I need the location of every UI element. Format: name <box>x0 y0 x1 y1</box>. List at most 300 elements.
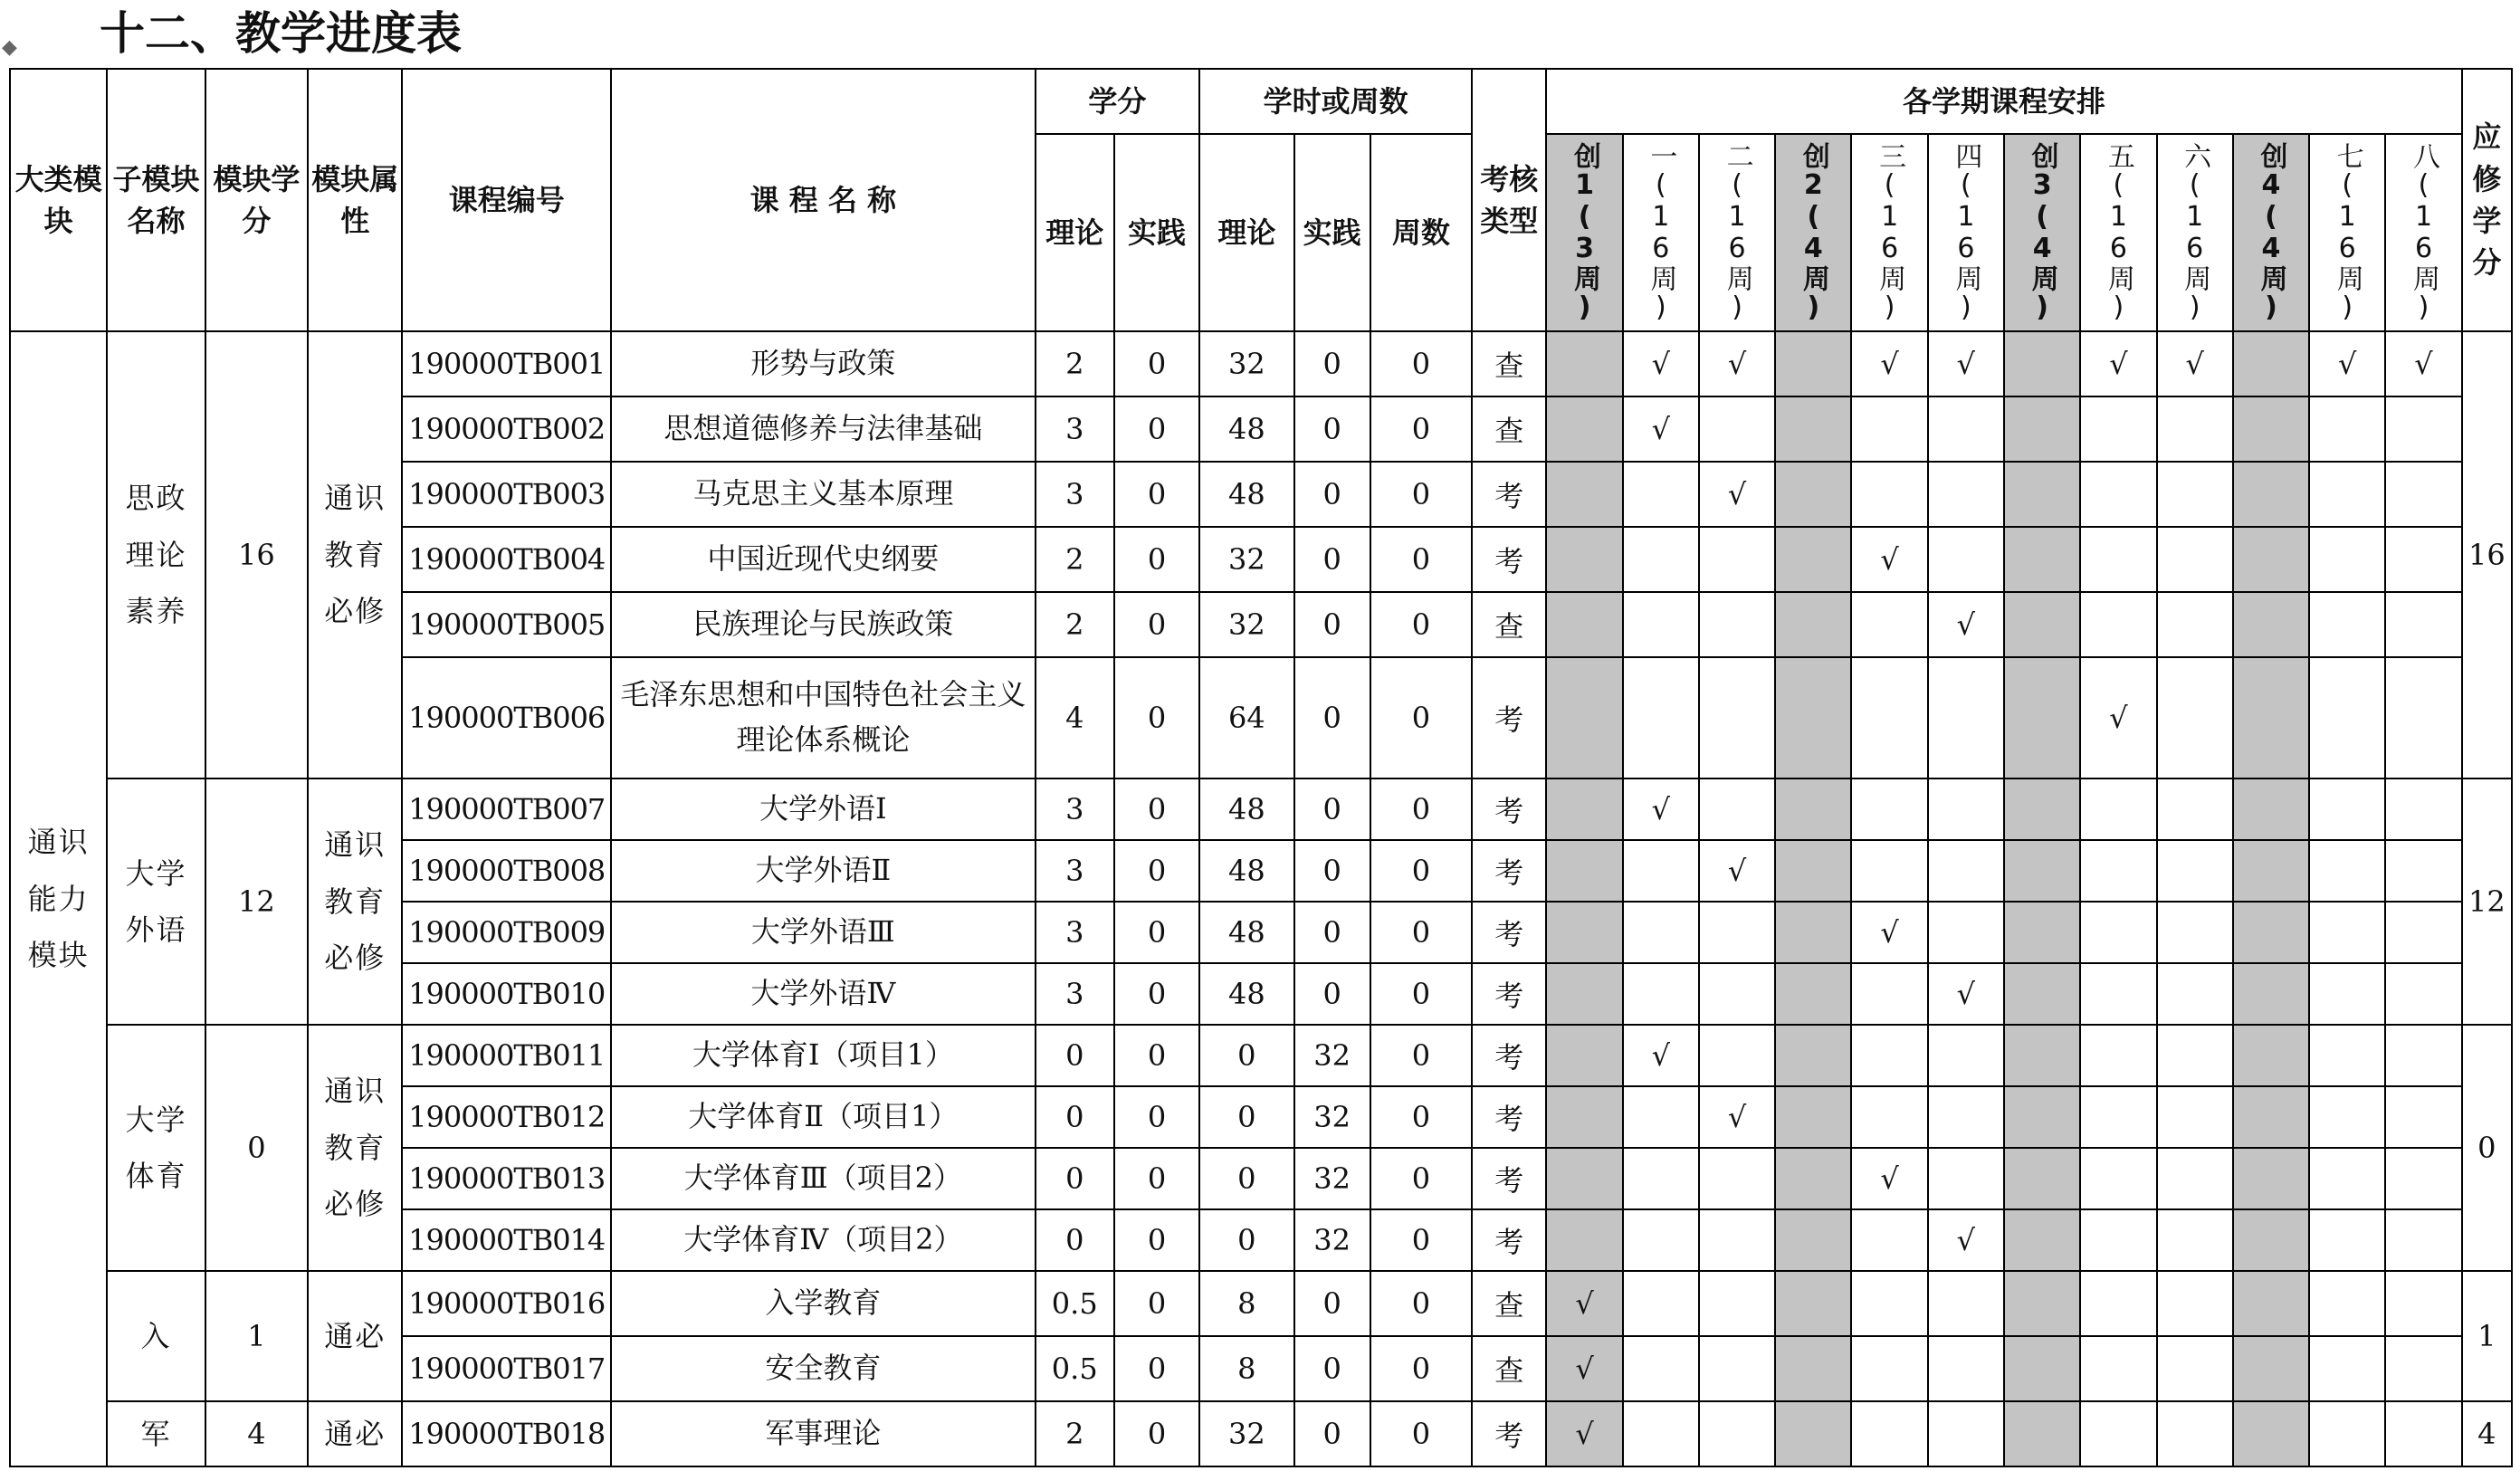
check-mark-cell: √ <box>1928 592 2004 657</box>
value-cell-hw: 0 <box>1370 1271 1472 1336</box>
semester-cell <box>1546 1086 1622 1148</box>
semester-cell <box>1775 1209 1851 1271</box>
sub-module-cell: 军 <box>107 1401 205 1466</box>
value-cell-hp: 0 <box>1294 963 1370 1025</box>
header-semester-c4: 创4(4周) <box>2233 134 2309 331</box>
semester-cell <box>2309 840 2385 902</box>
check-mark-cell: √ <box>1546 1336 1622 1401</box>
semester-cell <box>2233 1336 2309 1401</box>
course-code-cell: 190000TB003 <box>402 462 611 527</box>
course-code-cell: 190000TB004 <box>402 527 611 592</box>
semester-cell <box>2309 1148 2385 1209</box>
check-mark-cell: √ <box>1851 331 1927 396</box>
semester-cell <box>2233 1148 2309 1209</box>
required-credit-cell: 16 <box>2462 331 2512 778</box>
value-cell-hp: 0 <box>1294 657 1370 778</box>
check-mark-cell: √ <box>1928 1209 2004 1271</box>
value-cell-hw: 0 <box>1370 657 1472 778</box>
value-cell-ht: 48 <box>1199 778 1293 840</box>
semester-cell <box>2157 778 2233 840</box>
semester-cell <box>1546 1025 1622 1086</box>
value-cell-hp: 0 <box>1294 1401 1370 1466</box>
semester-cell <box>2004 963 2080 1025</box>
course-name-cell: 入学教育 <box>611 1271 1036 1336</box>
semester-cell <box>1775 1086 1851 1148</box>
semester-cell <box>1851 1209 1927 1271</box>
semester-cell <box>2157 527 2233 592</box>
course-name-cell: 军事理论 <box>611 1401 1036 1466</box>
exam-type-cell: 考 <box>1472 1148 1546 1209</box>
semester-cell <box>1775 331 1851 396</box>
semester-cell <box>2309 462 2385 527</box>
course-name-cell: 大学外语Ⅱ <box>611 840 1036 902</box>
semester-cell <box>1775 592 1851 657</box>
course-name-cell: 大学外语Ⅰ <box>611 778 1036 840</box>
semester-cell <box>1775 657 1851 778</box>
semester-cell <box>2080 1209 2156 1271</box>
value-cell-ct: 2 <box>1036 331 1114 396</box>
course-name-cell: 大学外语Ⅳ <box>611 963 1036 1025</box>
module-attr-cell: 通必 <box>308 1401 402 1466</box>
check-mark-cell: √ <box>1546 1401 1622 1466</box>
semester-cell <box>1699 396 1775 462</box>
header-semester-1: 一(16周) <box>1623 134 1699 331</box>
course-name-cell: 毛泽东思想和中国特色社会主义理论体系概论 <box>611 657 1036 778</box>
semester-cell <box>1699 592 1775 657</box>
semester-cell <box>2080 1148 2156 1209</box>
semester-cell <box>1851 963 1927 1025</box>
value-cell-ct: 2 <box>1036 527 1114 592</box>
course-name-cell: 安全教育 <box>611 1336 1036 1401</box>
semester-cell <box>2233 778 2309 840</box>
header-semester-5: 五(16周) <box>2080 134 2156 331</box>
required-credit-cell: 12 <box>2462 778 2512 1025</box>
table-row <box>10 1025 2512 1086</box>
value-cell-hw: 0 <box>1370 902 1472 963</box>
header-credit-theory: 理论 <box>1036 134 1114 331</box>
course-name-cell: 大学体育Ⅲ（项目2） <box>611 1148 1036 1209</box>
semester-cell <box>2004 1209 2080 1271</box>
semester-cell <box>1546 657 1622 778</box>
course-code-cell: 190000TB017 <box>402 1336 611 1401</box>
semester-cell <box>1928 1086 2004 1148</box>
semester-cell <box>1699 778 1775 840</box>
semester-cell <box>2309 1336 2385 1401</box>
value-cell-hp: 32 <box>1294 1148 1370 1209</box>
semester-cell <box>1546 396 1622 462</box>
semester-cell <box>2385 1401 2461 1466</box>
exam-type-cell: 考 <box>1472 1401 1546 1466</box>
value-cell-hp: 0 <box>1294 592 1370 657</box>
header-hours-weeks: 周数 <box>1370 134 1472 331</box>
header-required: 应修学分 <box>2462 69 2512 331</box>
semester-cell <box>2385 902 2461 963</box>
value-cell-hw: 0 <box>1370 1336 1472 1401</box>
semester-cell <box>2004 396 2080 462</box>
header-hours-practice: 实践 <box>1294 134 1370 331</box>
exam-type-cell: 考 <box>1472 462 1546 527</box>
value-cell-ct: 3 <box>1036 963 1114 1025</box>
check-mark-cell: √ <box>1699 840 1775 902</box>
exam-type-cell: 考 <box>1472 1025 1546 1086</box>
check-mark-cell: √ <box>1699 1086 1775 1148</box>
semester-cell <box>1546 902 1622 963</box>
value-cell-cp: 0 <box>1114 1025 1199 1086</box>
table-row <box>10 778 2512 840</box>
value-cell-hp: 0 <box>1294 840 1370 902</box>
semester-cell <box>2233 1209 2309 1271</box>
semester-cell <box>2004 462 2080 527</box>
semester-cell <box>2385 778 2461 840</box>
semester-cell <box>1851 840 1927 902</box>
sub-module-cell: 思政理论素养 <box>107 331 205 778</box>
semester-cell <box>2233 1086 2309 1148</box>
value-cell-ht: 0 <box>1199 1086 1293 1148</box>
table-row <box>10 1271 2512 1336</box>
semester-cell <box>1928 1148 2004 1209</box>
semester-cell <box>2385 963 2461 1025</box>
sub-module-cell: 大学外语 <box>107 778 205 1025</box>
semester-cell <box>2157 963 2233 1025</box>
value-cell-cp: 0 <box>1114 462 1199 527</box>
module-credit-cell: 1 <box>205 1271 308 1401</box>
semester-cell <box>2157 1209 2233 1271</box>
semester-cell <box>1546 331 1622 396</box>
semester-cell <box>2157 1148 2233 1209</box>
semester-cell <box>2309 778 2385 840</box>
semester-cell <box>1546 963 1622 1025</box>
value-cell-ct: 4 <box>1036 657 1114 778</box>
course-code-cell: 190000TB012 <box>402 1086 611 1148</box>
value-cell-cp: 0 <box>1114 778 1199 840</box>
semester-cell <box>2385 396 2461 462</box>
schedule-table <box>9 68 2513 1467</box>
semester-cell <box>1928 902 2004 963</box>
value-cell-ht: 64 <box>1199 657 1293 778</box>
value-cell-hw: 0 <box>1370 396 1472 462</box>
check-mark-cell: √ <box>2385 331 2461 396</box>
semester-cell <box>2385 1209 2461 1271</box>
check-mark-cell: √ <box>1851 527 1927 592</box>
course-name-cell: 大学外语Ⅲ <box>611 902 1036 963</box>
semester-cell <box>2004 1401 2080 1466</box>
semester-cell <box>2004 1271 2080 1336</box>
check-mark-cell: √ <box>1623 1025 1699 1086</box>
value-cell-ct: 2 <box>1036 1401 1114 1466</box>
exam-type-cell: 考 <box>1472 527 1546 592</box>
header-course-name: 课 程 名 称 <box>611 69 1036 331</box>
module-attr-cell: 通识教育必修 <box>308 778 402 1025</box>
header-module-attr: 模块属性 <box>308 69 402 331</box>
semester-cell <box>1928 778 2004 840</box>
value-cell-ct: 3 <box>1036 840 1114 902</box>
value-cell-hp: 0 <box>1294 527 1370 592</box>
semester-cell <box>2233 462 2309 527</box>
semester-cell <box>2309 592 2385 657</box>
header-major-module: 大类模块 <box>10 69 107 331</box>
semester-cell <box>2004 592 2080 657</box>
value-cell-hw: 0 <box>1370 462 1472 527</box>
semester-cell <box>2309 527 2385 592</box>
value-cell-ct: 3 <box>1036 778 1114 840</box>
semester-cell <box>1775 902 1851 963</box>
value-cell-cp: 0 <box>1114 1086 1199 1148</box>
semester-cell <box>2004 1086 2080 1148</box>
check-mark-cell: √ <box>1928 331 2004 396</box>
exam-type-cell: 考 <box>1472 840 1546 902</box>
check-mark-cell: √ <box>1623 331 1699 396</box>
semester-cell <box>2309 657 2385 778</box>
semester-cell <box>1699 1336 1775 1401</box>
semester-cell <box>1775 778 1851 840</box>
semester-cell <box>2233 902 2309 963</box>
value-cell-ht: 48 <box>1199 963 1293 1025</box>
semester-cell <box>1546 462 1622 527</box>
check-mark-cell: √ <box>1623 778 1699 840</box>
value-cell-hp: 32 <box>1294 1086 1370 1148</box>
semester-cell <box>2080 1271 2156 1336</box>
semester-cell <box>2080 840 2156 902</box>
semester-cell <box>1851 1336 1927 1401</box>
header-semester-3: 三(16周) <box>1851 134 1927 331</box>
exam-type-cell: 考 <box>1472 778 1546 840</box>
semester-cell <box>1623 592 1699 657</box>
semester-cell <box>2080 592 2156 657</box>
value-cell-cp: 0 <box>1114 396 1199 462</box>
semester-cell <box>2004 1336 2080 1401</box>
semester-cell <box>2309 1401 2385 1466</box>
required-credit-cell: 1 <box>2462 1271 2512 1401</box>
value-cell-ht: 8 <box>1199 1271 1293 1336</box>
required-credit-cell: 4 <box>2462 1401 2512 1466</box>
semester-cell <box>2157 462 2233 527</box>
semester-cell <box>1928 840 2004 902</box>
module-attr-cell: 通识教育必修 <box>308 1025 402 1271</box>
value-cell-hw: 0 <box>1370 963 1472 1025</box>
semester-cell <box>1546 778 1622 840</box>
value-cell-hp: 0 <box>1294 331 1370 396</box>
value-cell-ht: 0 <box>1199 1025 1293 1086</box>
semester-cell <box>1623 902 1699 963</box>
course-name-cell: 马克思主义基本原理 <box>611 462 1036 527</box>
semester-cell <box>1546 1148 1622 1209</box>
semester-cell <box>2385 462 2461 527</box>
header-credit: 学分 <box>1036 69 1200 134</box>
semester-cell <box>1699 902 1775 963</box>
semester-cell <box>1699 963 1775 1025</box>
module-credit-cell: 4 <box>205 1401 308 1466</box>
semester-cell <box>2004 657 2080 778</box>
course-code-cell: 190000TB002 <box>402 396 611 462</box>
semester-cell <box>1851 1025 1927 1086</box>
value-cell-ht: 48 <box>1199 396 1293 462</box>
header-exam-type: 考核类型 <box>1472 69 1546 331</box>
value-cell-hp: 32 <box>1294 1025 1370 1086</box>
exam-type-cell: 考 <box>1472 1086 1546 1148</box>
value-cell-cp: 0 <box>1114 902 1199 963</box>
semester-cell <box>2233 1401 2309 1466</box>
semester-cell <box>1546 527 1622 592</box>
value-cell-hp: 0 <box>1294 1271 1370 1336</box>
exam-type-cell: 考 <box>1472 657 1546 778</box>
semester-cell <box>1775 1271 1851 1336</box>
semester-cell <box>2385 840 2461 902</box>
major-module-cell: 通识能力模块 <box>10 331 107 1466</box>
semester-cell <box>1928 1271 2004 1336</box>
value-cell-ct: 3 <box>1036 902 1114 963</box>
header-course-code: 课程编号 <box>402 69 611 331</box>
course-name-cell: 思想道德修养与法律基础 <box>611 396 1036 462</box>
semester-cell <box>1623 462 1699 527</box>
module-attr-cell: 通必 <box>308 1271 402 1401</box>
semester-cell <box>1623 657 1699 778</box>
semester-cell <box>1928 1336 2004 1401</box>
exam-type-cell: 查 <box>1472 1336 1546 1401</box>
semester-cell <box>2233 840 2309 902</box>
check-mark-cell: √ <box>1699 331 1775 396</box>
semester-cell <box>2309 902 2385 963</box>
value-cell-ht: 32 <box>1199 592 1293 657</box>
course-code-cell: 190000TB005 <box>402 592 611 657</box>
semester-cell <box>1623 1336 1699 1401</box>
semester-cell <box>2157 1401 2233 1466</box>
exam-type-cell: 查 <box>1472 331 1546 396</box>
semester-cell <box>1775 462 1851 527</box>
semester-cell <box>1775 396 1851 462</box>
semester-cell <box>2004 527 2080 592</box>
semester-cell <box>2004 1025 2080 1086</box>
value-cell-cp: 0 <box>1114 840 1199 902</box>
value-cell-cp: 0 <box>1114 1401 1199 1466</box>
semester-cell <box>1928 396 2004 462</box>
sub-module-cell: 大学体育 <box>107 1025 205 1271</box>
semester-cell <box>2233 657 2309 778</box>
semester-cell <box>1851 396 1927 462</box>
semester-cell <box>1623 1271 1699 1336</box>
semester-cell <box>2080 462 2156 527</box>
value-cell-ct: 0 <box>1036 1025 1114 1086</box>
semester-cell <box>1928 1025 2004 1086</box>
semester-cell <box>1546 1209 1622 1271</box>
semester-cell <box>2233 1271 2309 1336</box>
semester-cell <box>2157 1025 2233 1086</box>
semester-cell <box>2080 396 2156 462</box>
header-semester-c1: 创1(3周) <box>1546 134 1622 331</box>
semester-cell <box>2157 396 2233 462</box>
value-cell-ht: 48 <box>1199 840 1293 902</box>
semester-cell <box>1775 1025 1851 1086</box>
semester-cell <box>2004 840 2080 902</box>
semester-cell <box>2385 1336 2461 1401</box>
course-code-cell: 190000TB014 <box>402 1209 611 1271</box>
module-credit-cell: 12 <box>205 778 308 1025</box>
value-cell-hw: 0 <box>1370 331 1472 396</box>
value-cell-cp: 0 <box>1114 1209 1199 1271</box>
semester-cell <box>2385 1025 2461 1086</box>
semester-cell <box>2385 1148 2461 1209</box>
header-hours: 学时或周数 <box>1199 69 1472 134</box>
value-cell-hp: 32 <box>1294 1209 1370 1271</box>
value-cell-hp: 0 <box>1294 1336 1370 1401</box>
course-code-cell: 190000TB009 <box>402 902 611 963</box>
semester-cell <box>2157 592 2233 657</box>
value-cell-cp: 0 <box>1114 1271 1199 1336</box>
value-cell-ht: 32 <box>1199 527 1293 592</box>
semester-cell <box>2080 527 2156 592</box>
semester-cell <box>1928 462 2004 527</box>
exam-type-cell: 考 <box>1472 963 1546 1025</box>
course-name-cell: 民族理论与民族政策 <box>611 592 1036 657</box>
value-cell-ht: 32 <box>1199 1401 1293 1466</box>
semester-cell <box>1699 527 1775 592</box>
table-row <box>10 331 2512 396</box>
bullet-mark: ◆ <box>2 36 17 59</box>
semester-cell <box>1623 1148 1699 1209</box>
semester-cell <box>2080 902 2156 963</box>
semester-cell <box>1775 840 1851 902</box>
header-semester-4: 四(16周) <box>1928 134 2004 331</box>
semester-cell <box>2157 1086 2233 1148</box>
course-code-cell: 190000TB006 <box>402 657 611 778</box>
semester-cell <box>2233 963 2309 1025</box>
semester-cell <box>1699 1401 1775 1466</box>
check-mark-cell: √ <box>1928 963 2004 1025</box>
value-cell-cp: 0 <box>1114 963 1199 1025</box>
value-cell-ct: 0 <box>1036 1148 1114 1209</box>
value-cell-hp: 0 <box>1294 778 1370 840</box>
semester-cell <box>1623 527 1699 592</box>
semester-cell <box>2385 657 2461 778</box>
semester-cell <box>1623 840 1699 902</box>
value-cell-ct: 3 <box>1036 462 1114 527</box>
semester-cell <box>2157 902 2233 963</box>
value-cell-cp: 0 <box>1114 592 1199 657</box>
value-cell-ht: 0 <box>1199 1148 1293 1209</box>
value-cell-hw: 0 <box>1370 1401 1472 1466</box>
semester-cell <box>1775 527 1851 592</box>
header-credit-practice: 实践 <box>1114 134 1199 331</box>
course-code-cell: 190000TB008 <box>402 840 611 902</box>
value-cell-ct: 2 <box>1036 592 1114 657</box>
exam-type-cell: 查 <box>1472 396 1546 462</box>
semester-cell <box>2080 1401 2156 1466</box>
course-name-cell: 大学体育Ⅱ（项目1） <box>611 1086 1036 1148</box>
semester-cell <box>1623 1086 1699 1148</box>
semester-cell <box>2233 527 2309 592</box>
semester-cell <box>1623 1209 1699 1271</box>
value-cell-ht: 32 <box>1199 331 1293 396</box>
semester-cell <box>2157 1336 2233 1401</box>
semester-cell <box>1623 1401 1699 1466</box>
semester-cell <box>2004 778 2080 840</box>
exam-type-cell: 考 <box>1472 1209 1546 1271</box>
course-code-cell: 190000TB010 <box>402 963 611 1025</box>
required-credit-cell: 0 <box>2462 1025 2512 1271</box>
check-mark-cell: √ <box>2309 331 2385 396</box>
schedule-body <box>10 331 2512 1466</box>
course-code-cell: 190000TB018 <box>402 1401 611 1466</box>
value-cell-hp: 0 <box>1294 396 1370 462</box>
semester-cell <box>1546 592 1622 657</box>
course-code-cell: 190000TB013 <box>402 1148 611 1209</box>
value-cell-hw: 0 <box>1370 840 1472 902</box>
semester-cell <box>2157 840 2233 902</box>
header-semester-c2: 创2(4周) <box>1775 134 1851 331</box>
value-cell-hw: 0 <box>1370 592 1472 657</box>
semester-cell <box>1928 527 2004 592</box>
course-code-cell: 190000TB016 <box>402 1271 611 1336</box>
semester-cell <box>2080 778 2156 840</box>
